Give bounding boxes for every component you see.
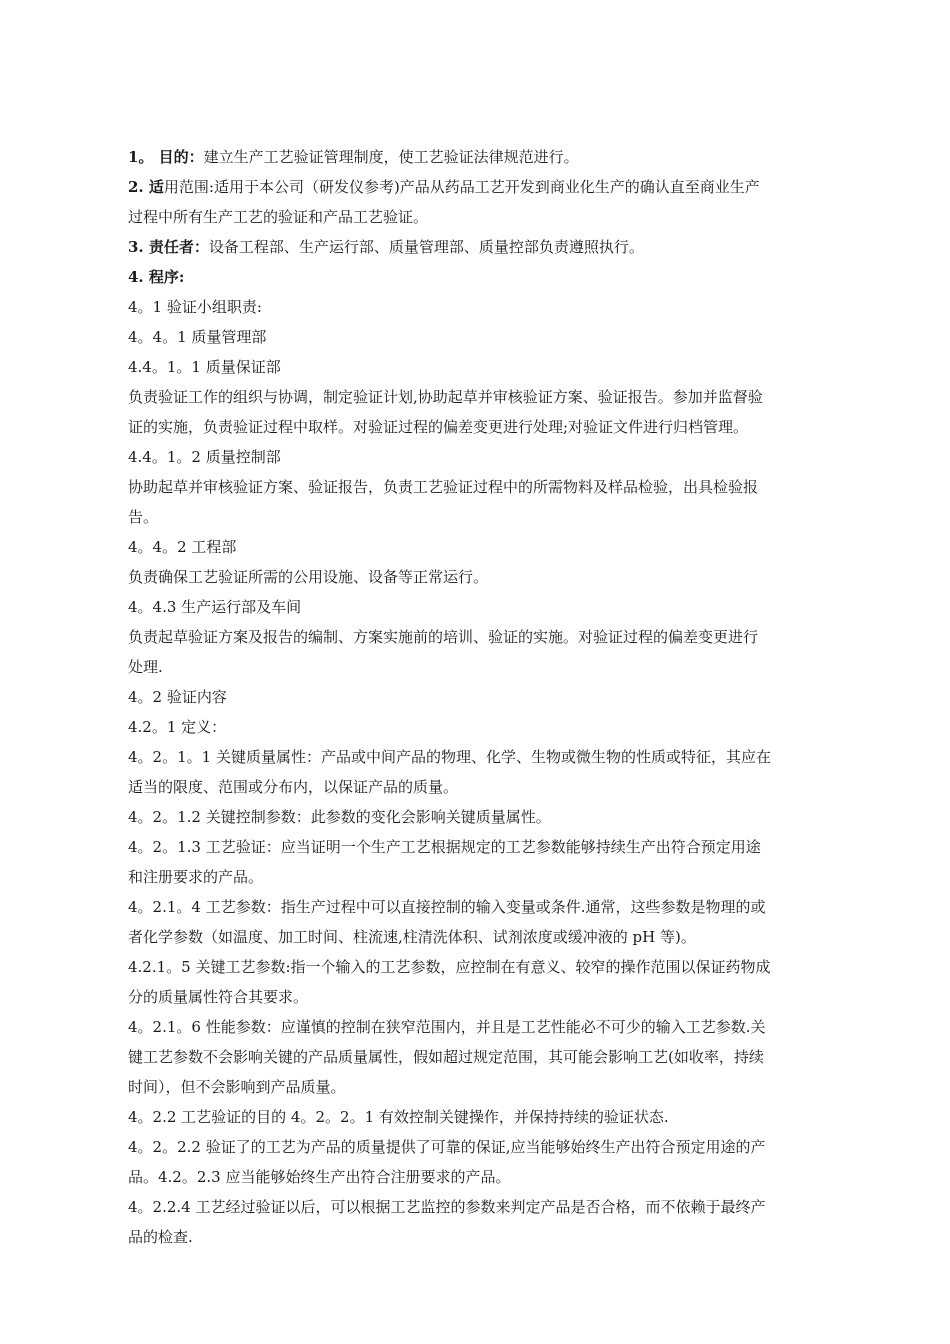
paragraph-production-duties bbox=[128, 622, 838, 682]
purpose-4-2-2: 4。2.2 工艺验证的目的 4。2。2。1 有效控制关键操作，并保持持续的验证状态. bbox=[128, 1108, 669, 1126]
paragraph-line: 4。2.1。6 性能参数：应谨慎的控制在狭窄范围内，并且是工艺性能必不可少的输入工艺参数.关 bbox=[128, 1018, 766, 1036]
paragraph-line: 4。2。1。1 关键质量属性：产品或中间产品的物理、化学、生物或微生物的性质或特征，其应在 bbox=[128, 748, 771, 766]
section-procedure-heading: 4. 程序: bbox=[128, 268, 185, 286]
paragraph-line: 处理. bbox=[128, 658, 163, 676]
paragraph-line: 4。2.2.4 工艺经过验证以后，可以根据工艺监控的参数来判定产品是否合格，而不依赖于最终产 bbox=[128, 1198, 766, 1216]
section-purpose bbox=[128, 142, 838, 172]
paragraph-line: 负责验证工作的组织与协调，制定验证计划,协助起草并审核验证方案、验证报告。参加并监督验 bbox=[128, 388, 763, 406]
section-purpose-heading: 1。 目的： bbox=[128, 148, 204, 166]
paragraph-line: 4。2。2.2 验证了的工艺为产品的质量提供了可靠的保证,应当能够始终生产出符合预定用途的产 bbox=[128, 1138, 766, 1156]
paragraph-line: 分的质量属性符合其要求。 bbox=[128, 988, 309, 1006]
heading-4-4-1: 4。4。1 质量管理部 bbox=[128, 328, 267, 346]
heading-4-4-3: 4。4.3 生产运行部及车间 bbox=[128, 598, 302, 616]
paragraph-line: 4。2.1。4 工艺参数：指生产过程中可以直接控制的输入变量或条件.通常，这些参数是物理的或 bbox=[128, 898, 766, 916]
paragraph-line: 告。 bbox=[128, 508, 159, 526]
paragraph-line: 证的实施，负责验证过程中取样。对验证过程的偏差变更进行处理;对验证文件进行归档管理。 bbox=[128, 418, 749, 436]
section-purpose-text: 建立生产工艺验证管理制度，使工艺验证法律规范进行。 bbox=[203, 148, 579, 166]
section-responsible bbox=[128, 232, 838, 262]
paragraph-line: 协助起草并审核验证方案、验证报告，负责工艺验证过程中的所需物料及样品检验，出具检验报 bbox=[128, 478, 759, 496]
definition-4-2-1-3 bbox=[128, 832, 838, 892]
definition-4-2-1-6 bbox=[128, 1012, 838, 1102]
heading-4-2: 4。2 验证内容 bbox=[128, 688, 227, 706]
section-scope bbox=[128, 172, 838, 232]
heading-4-2-1: 4.2。1 定义： bbox=[128, 718, 227, 736]
paragraph-qa-duties bbox=[128, 382, 838, 442]
section-scope-heading: 2. 适 bbox=[128, 178, 164, 196]
definition-4-2-1-2: 4。2。1.2 关键控制参数：此参数的变化会影响关键质量属性。 bbox=[128, 808, 551, 826]
paragraph-line: 和注册要求的产品。 bbox=[128, 868, 264, 886]
paragraph-line: 4。2。1.3 工艺验证：应当证明一个生产工艺根据规定的工艺参数能够持续生产出符合预定用途 bbox=[128, 838, 761, 856]
purpose-4-2-2-2 bbox=[128, 1132, 838, 1192]
definition-4-2-1-4 bbox=[128, 892, 838, 952]
section-responsible-heading: 3. 责任者： bbox=[128, 238, 209, 256]
definition-4-2-1-5 bbox=[128, 952, 838, 1012]
heading-4-4-2: 4。4。2 工程部 bbox=[128, 538, 237, 556]
paragraph-engineering-duties: 负责确保工艺验证所需的公用设施、设备等正常运行。 bbox=[128, 568, 489, 586]
paragraph-line: 4.2.1。5 关键工艺参数:指一个输入的工艺参数，应控制在有意义、较窄的操作范围以保证药物成 bbox=[128, 958, 771, 976]
heading-4-4-1-2: 4.4。1。2 质量控制部 bbox=[128, 448, 281, 466]
section-scope-text-1: 用范围:适用于本公司（研发仪参考)产品从药品工艺开发到商业化生产的确认直至商业生产 bbox=[163, 178, 760, 196]
definition-4-2-1-1 bbox=[128, 742, 838, 802]
document-page bbox=[128, 142, 838, 1252]
purpose-4-2-2-4 bbox=[128, 1192, 838, 1252]
paragraph-line: 品。4.2。2.3 应当能够始终生产出符合注册要求的产品。 bbox=[128, 1168, 511, 1186]
paragraph-line: 负责起草验证方案及报告的编制、方案实施前的培训、验证的实施。对验证过程的偏差变更进行 bbox=[128, 628, 759, 646]
paragraph-line: 时间），但不会影响到产品质量。 bbox=[128, 1078, 346, 1096]
heading-4-4-1-1: 4.4。1。1 质量保证部 bbox=[128, 358, 281, 376]
paragraph-line: 键工艺参数不会影响关键的产品质量属性，假如超过规定范围，其可能会影响工艺(如收率，持续 bbox=[128, 1048, 764, 1066]
paragraph-qc-duties bbox=[128, 472, 838, 532]
section-scope-text-2: 过程中所有生产工艺的验证和产品工艺验证。 bbox=[128, 208, 429, 226]
paragraph-line: 者化学参数（如温度、加工时间、柱流速,柱清洗体积、试剂浓度或缓冲液的 pH 等)。 bbox=[128, 928, 696, 946]
section-responsible-text: 设备工程部、生产运行部、质量管理部、质量控部负责遵照执行。 bbox=[208, 238, 644, 256]
paragraph-line: 品的检查. bbox=[128, 1228, 193, 1246]
heading-4-1: 4。1 验证小组职责: bbox=[128, 298, 262, 316]
paragraph-line: 适当的限度、范围或分布内，以保证产品的质量。 bbox=[128, 778, 459, 796]
